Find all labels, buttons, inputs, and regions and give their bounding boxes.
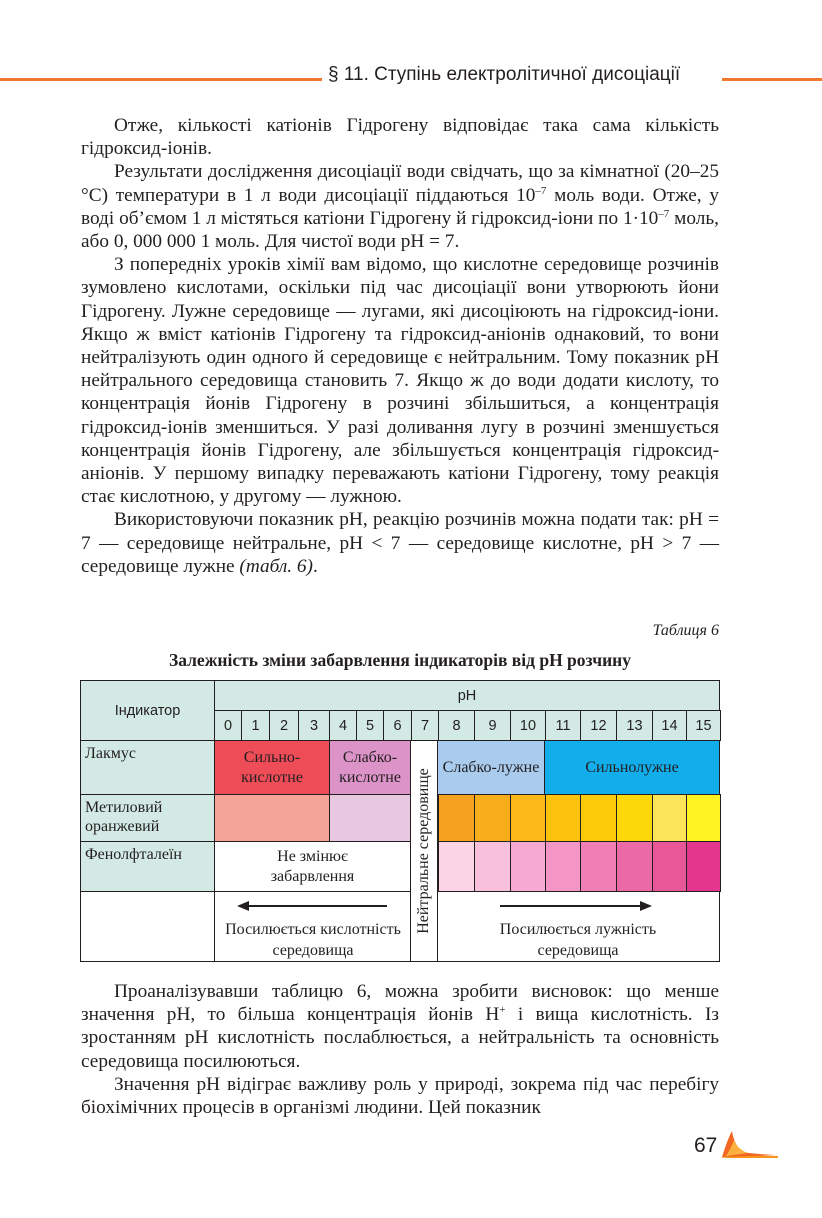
paragraph: Використовуючи показник pH, реакцію розчинів можна подати так: pH = 7 — середовище нейтральне, pH < 7 — середовище кислотне, pH > 7 — середовище лужне (табл. 6). bbox=[81, 509, 719, 577]
ph-value-12: 12 bbox=[580, 710, 617, 741]
litmus-weak-base-label: Слабко-лужне bbox=[442, 758, 540, 776]
ph-value-10: 10 bbox=[510, 710, 546, 741]
ph-header: pH bbox=[214, 680, 720, 711]
section-header: § 11. Ступінь електролітичної дисоціації bbox=[328, 64, 681, 85]
litmus-weak-acid bbox=[329, 740, 411, 795]
header-rule-right bbox=[722, 78, 822, 81]
phenolphthalein-color-ph-15 bbox=[686, 841, 721, 892]
litmus-strong-base bbox=[544, 740, 720, 795]
paragraph: Результати дослідження дисоціації води свідчать, що за кімнатної (20–25 °С) температури в 1 л води дисоціації піддаються $10^{-7}$ моль води. Отже, у воді об’ємом 1 л містяться катіони Гідрогену й гідроксид-іони по $1\cdot 10^{-7}$ моль, або 0, 000 000 1 моль. Для чистої води pH = 7. bbox=[81, 161, 719, 253]
page-corner-ornament-icon bbox=[718, 1128, 778, 1160]
ph-value-4: 4 bbox=[329, 710, 357, 741]
phenol-no-change-label: Не змінює забарвлення bbox=[270, 847, 355, 885]
ph-value-15: 15 bbox=[686, 710, 721, 741]
litmus-strong-base-label: Сильнолужне bbox=[585, 758, 679, 776]
base-arrow-label: Посилюється лужність середовища bbox=[499, 921, 657, 959]
paragraph: Проаналізувавши таблицю 6, можна зробити висновок: що менше значення pH, то більша концентрація йонів H+ і вища кислотність. Із зростанням pH кислотність послаблюється, а нейтральність та основність середовища посилюються. bbox=[81, 981, 719, 1072]
body-text-top bbox=[81, 114, 719, 578]
paragraph: Значення pH відіграє важливу роль у природі, зокрема під час перебігу біохімічних процесів в організмі людини. Цей показник bbox=[81, 1073, 719, 1119]
ph-value-13: 13 bbox=[616, 710, 653, 741]
phenolphthalein-color-ph-12 bbox=[580, 841, 617, 892]
phenolphthalein-color-ph-13 bbox=[616, 841, 653, 892]
methyl-orange-color-ph-15 bbox=[686, 794, 721, 842]
ph-value-3: 3 bbox=[298, 710, 330, 741]
ph-value-9: 9 bbox=[474, 710, 511, 741]
base-arrow-cell bbox=[437, 891, 720, 962]
ph-value-0: 0 bbox=[214, 710, 242, 741]
methyl-acid-4-6 bbox=[329, 794, 411, 842]
litmus-weak-acid-label: Слабко-кислотне bbox=[339, 748, 401, 786]
methyl-orange-color-ph-8 bbox=[438, 794, 475, 842]
arrow-right-icon bbox=[640, 901, 652, 911]
phenolphthalein-color-ph-14 bbox=[652, 841, 687, 892]
acid-arrow-cell bbox=[214, 891, 411, 962]
methyl-orange-color-ph-10 bbox=[510, 794, 546, 842]
table-title: Залежність зміни забарвлення індикаторів від pH розчину bbox=[168, 650, 632, 670]
header-rule-left bbox=[0, 78, 322, 81]
neutral-label: Нейтральне середовище bbox=[415, 768, 432, 934]
ph-value-6: 6 bbox=[383, 710, 412, 741]
row-label-phenolphthalein: Фенолфталеїн bbox=[80, 841, 215, 892]
methyl-orange-color-ph-13 bbox=[616, 794, 653, 842]
acid-arrow-label: Посилюється кислотність середовища bbox=[225, 921, 401, 959]
phenolphthalein-color-ph-11 bbox=[545, 841, 581, 892]
page-number: 67 bbox=[694, 1134, 718, 1157]
methyl-orange-color-ph-14 bbox=[652, 794, 687, 842]
phenolphthalein-color-ph-9 bbox=[474, 841, 511, 892]
row-label-empty bbox=[80, 891, 215, 962]
body-text-bottom bbox=[81, 980, 719, 1119]
arrow-left-shaft bbox=[247, 905, 387, 907]
indicator-table bbox=[80, 680, 720, 962]
ph-value-14: 14 bbox=[652, 710, 687, 741]
phenolphthalein-color-ph-8 bbox=[438, 841, 475, 892]
methyl-acid-0-3 bbox=[214, 794, 330, 842]
ph-value-11: 11 bbox=[545, 710, 581, 741]
methyl-orange-color-ph-11 bbox=[545, 794, 581, 842]
litmus-strong-acid-label: Сильно-кислотне bbox=[241, 748, 303, 786]
neutral-column bbox=[410, 740, 438, 962]
ph-value-7: 7 bbox=[411, 710, 439, 741]
methyl-orange-color-ph-12 bbox=[580, 794, 617, 842]
methyl-orange-color-ph-9 bbox=[474, 794, 511, 842]
arrow-right-shaft bbox=[500, 905, 642, 907]
paragraph: Отже, кількості катіонів Гідрогену відповідає така сама кількість гідроксид-іонів. bbox=[81, 115, 719, 160]
phenolphthalein-color-ph-10 bbox=[510, 841, 546, 892]
phenol-no-change bbox=[214, 841, 411, 892]
row-label-methyl-orange: Метиловий оранжевий bbox=[80, 794, 215, 842]
litmus-weak-base bbox=[437, 740, 545, 795]
ph-value-8: 8 bbox=[438, 710, 475, 741]
ph-value-1: 1 bbox=[241, 710, 270, 741]
ph-value-2: 2 bbox=[269, 710, 299, 741]
litmus-strong-acid bbox=[214, 740, 330, 795]
table-caption: Таблиця 6 bbox=[652, 622, 719, 639]
row-label-litmus: Лакмус bbox=[80, 740, 215, 795]
indicator-header: Індикатор bbox=[80, 680, 215, 741]
paragraph: З попередніх уроків хімії вам відомо, що кислотне середовище розчинів зумовлено кислотами, оскільки під час дисоціації вони утворюють йони Гідрогену. Лужне середовище — лугами, які дисоціюють на гідроксид-іони. Якщо ж вміст катіонів Гідрогену та гідроксид-аніонів однаковий, то вони нейтралізують один одного й середовище є нейтральним. Тому показник pH нейтрального середовища становить 7. Якщо ж до води додати кислоту, то концентрація йонів Гідрогену в розчині збільшиться, а концентрація гідроксид-іонів зменшиться. У разі доливання лугу в розчині зменшується концентрація йонів Гідрогену, але збільшується концентрація гідроксид-аніонів. У першому випадку переважають катіони Гідрогену, тому реакція стає кислотною, у другому — лужною. bbox=[81, 254, 719, 508]
ph-value-5: 5 bbox=[356, 710, 384, 741]
